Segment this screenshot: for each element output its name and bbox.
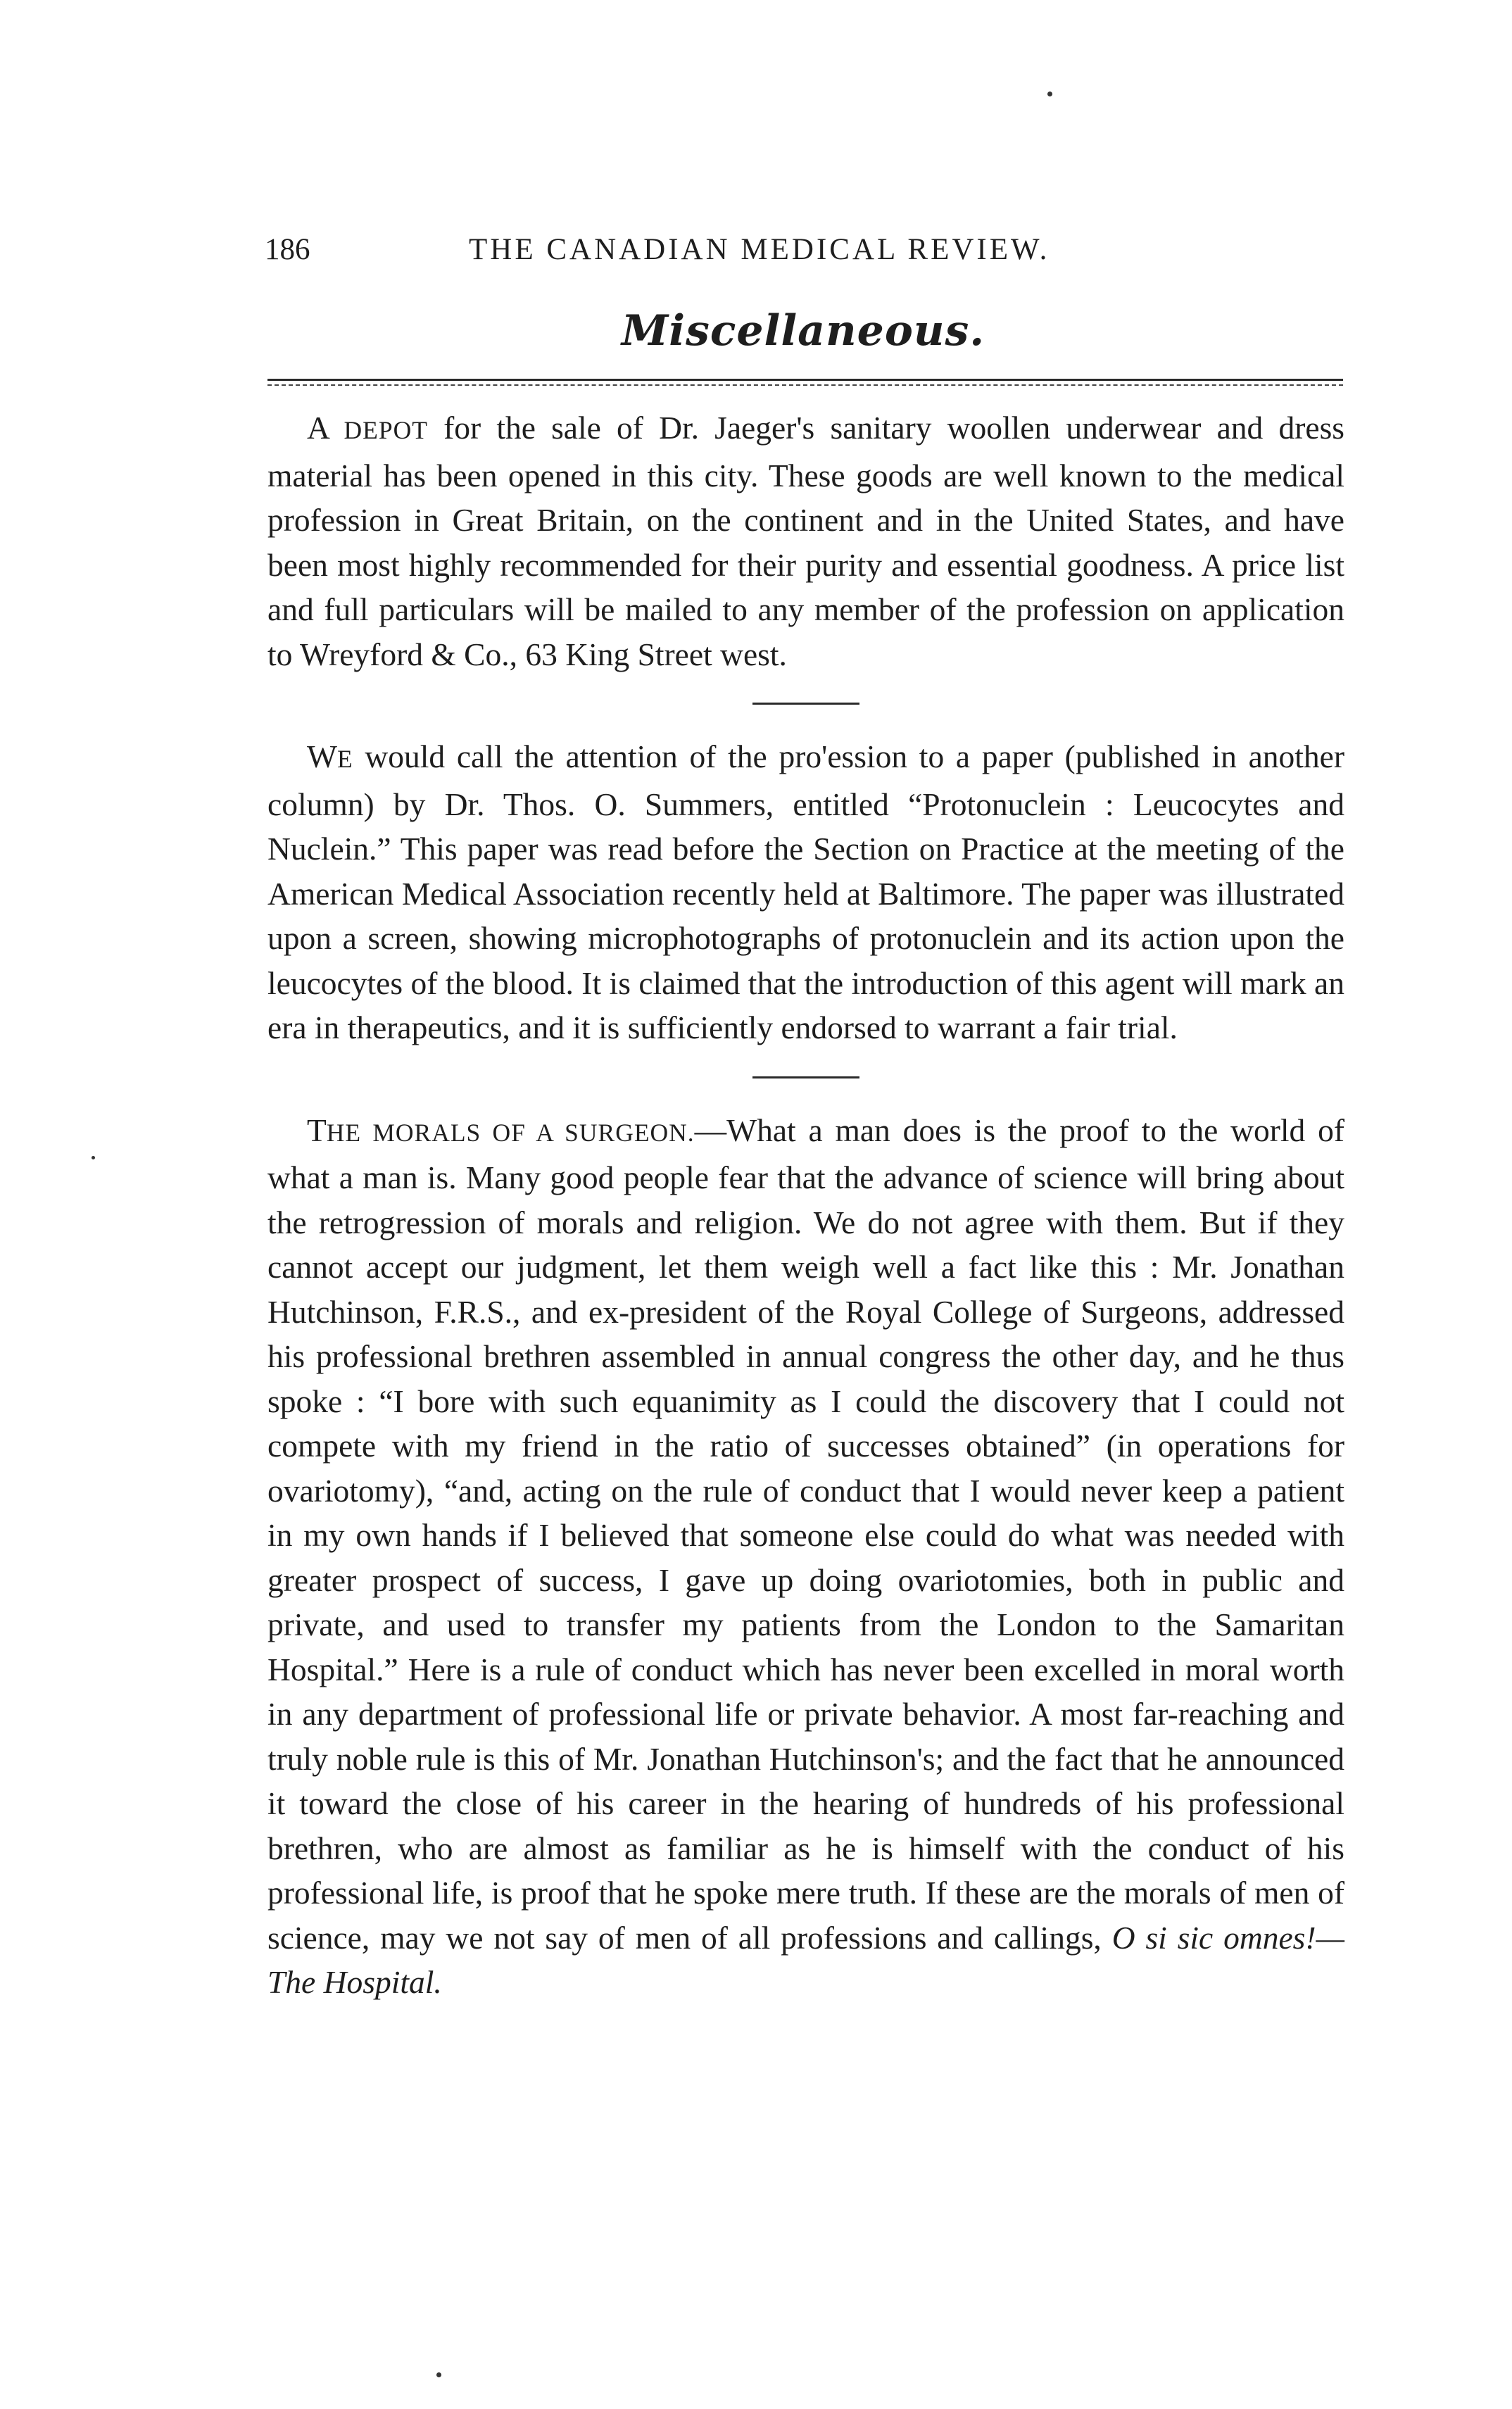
paragraph-text: —What a man does is the proof to the world of what a man is. Many good people fear that the advance of science will bring about the retrogression of morals and religion. We do not agree with them. But if they cannot accept our judgment, let them weigh well a fact like this : Mr. Jonathan Hutchinson, F.R.S., and ex-president of the Royal College of Surgeons, addressed his professional brethren assembled in annual congress the other day, and he thus spoke : “I bore with such equanimity as I could the discovery that I could not compete with my friend in the ratio of successes obtained” (in operations for ovariotomy), “and, acting on the rule of conduct that I would never keep a patient in my own hands if I believed that someone else could do what was needed with greater prospect of success, I gave up doing ovariotomies, both in public and private, and used to transfer my patients from the London to the Samaritan Hospital.” Here is a rule of conduct which has never been excelled in moral worth in any department of professional life or private behavior. A most far-reaching and truly noble rule is this of Mr. Jonathan Hutchinson's; and the fact that he announced it toward the close of his career in the hearing of hundreds of his professional brethren, who are almost as familiar as he is himself with the conduct of his professional life, is proof that he spoke mere truth. If these are the morals of men of science, may we not say of men of all professions and callings, <box>267 1112 1344 1956</box>
section-title: Miscellaneous. <box>621 306 985 356</box>
paragraph-smallcaps: DEPOT <box>344 416 428 444</box>
paragraph-italic-citation: O si sic omnes!—The Hospital. <box>267 1919 1345 2000</box>
scan-speck <box>436 2372 441 2377</box>
paragraph-smallcaps: HE MORALS OF A SURGEON. <box>326 1118 695 1147</box>
paragraph-text: for the sale of Dr. Jaeger's sanitary woollen underwear and dress material has been opened in this city. These goods are well known to the medical profession in Great Britain, on the continent and in the United States, and have been most highly recommended for their purity and essential goodness. A price list and full particulars will be mailed to any member of the profession on application to Wreyford & Co., 63 King Street west. <box>267 410 1344 672</box>
page-number: 186 <box>265 233 310 266</box>
scan-speck <box>92 1156 95 1159</box>
paragraph-lead: T <box>307 1112 327 1148</box>
paragraph-text: would call the attention of the pro'ession to a paper (published in another column) by Dr. Thos. O. Summers, entitled “Protonuclein : Leucocytes and Nuclein.” This paper was read before the Section on Practice at the meeting of the American Medical Association recently held at Baltimore. The paper was illustrated upon a screen, showing microphotographs of protonuclein and its action upon the leucocytes of the blood. It is claimed that the introduction of this agent will mark an era in therapeutics, and it is sufficiently endorsed to warrant a fair trial. <box>267 738 1344 1045</box>
title-rule-dashed <box>267 384 1343 386</box>
paragraph-lead: A <box>307 410 344 446</box>
article-body <box>267 405 1344 2005</box>
paragraph-jaeger-depot <box>267 405 1344 677</box>
section-divider <box>752 1076 859 1078</box>
paragraph-smallcaps: E <box>336 745 353 773</box>
paragraph-morals-of-surgeon <box>267 1108 1344 2005</box>
section-divider <box>752 703 859 705</box>
scan-speck <box>1047 92 1052 96</box>
page-header <box>265 232 1201 275</box>
paragraph-lead: W <box>307 738 337 774</box>
paragraph-protonuclein <box>267 734 1344 1050</box>
running-title: THE CANADIAN MEDICAL REVIEW. <box>469 233 1050 266</box>
title-rule <box>267 379 1343 381</box>
